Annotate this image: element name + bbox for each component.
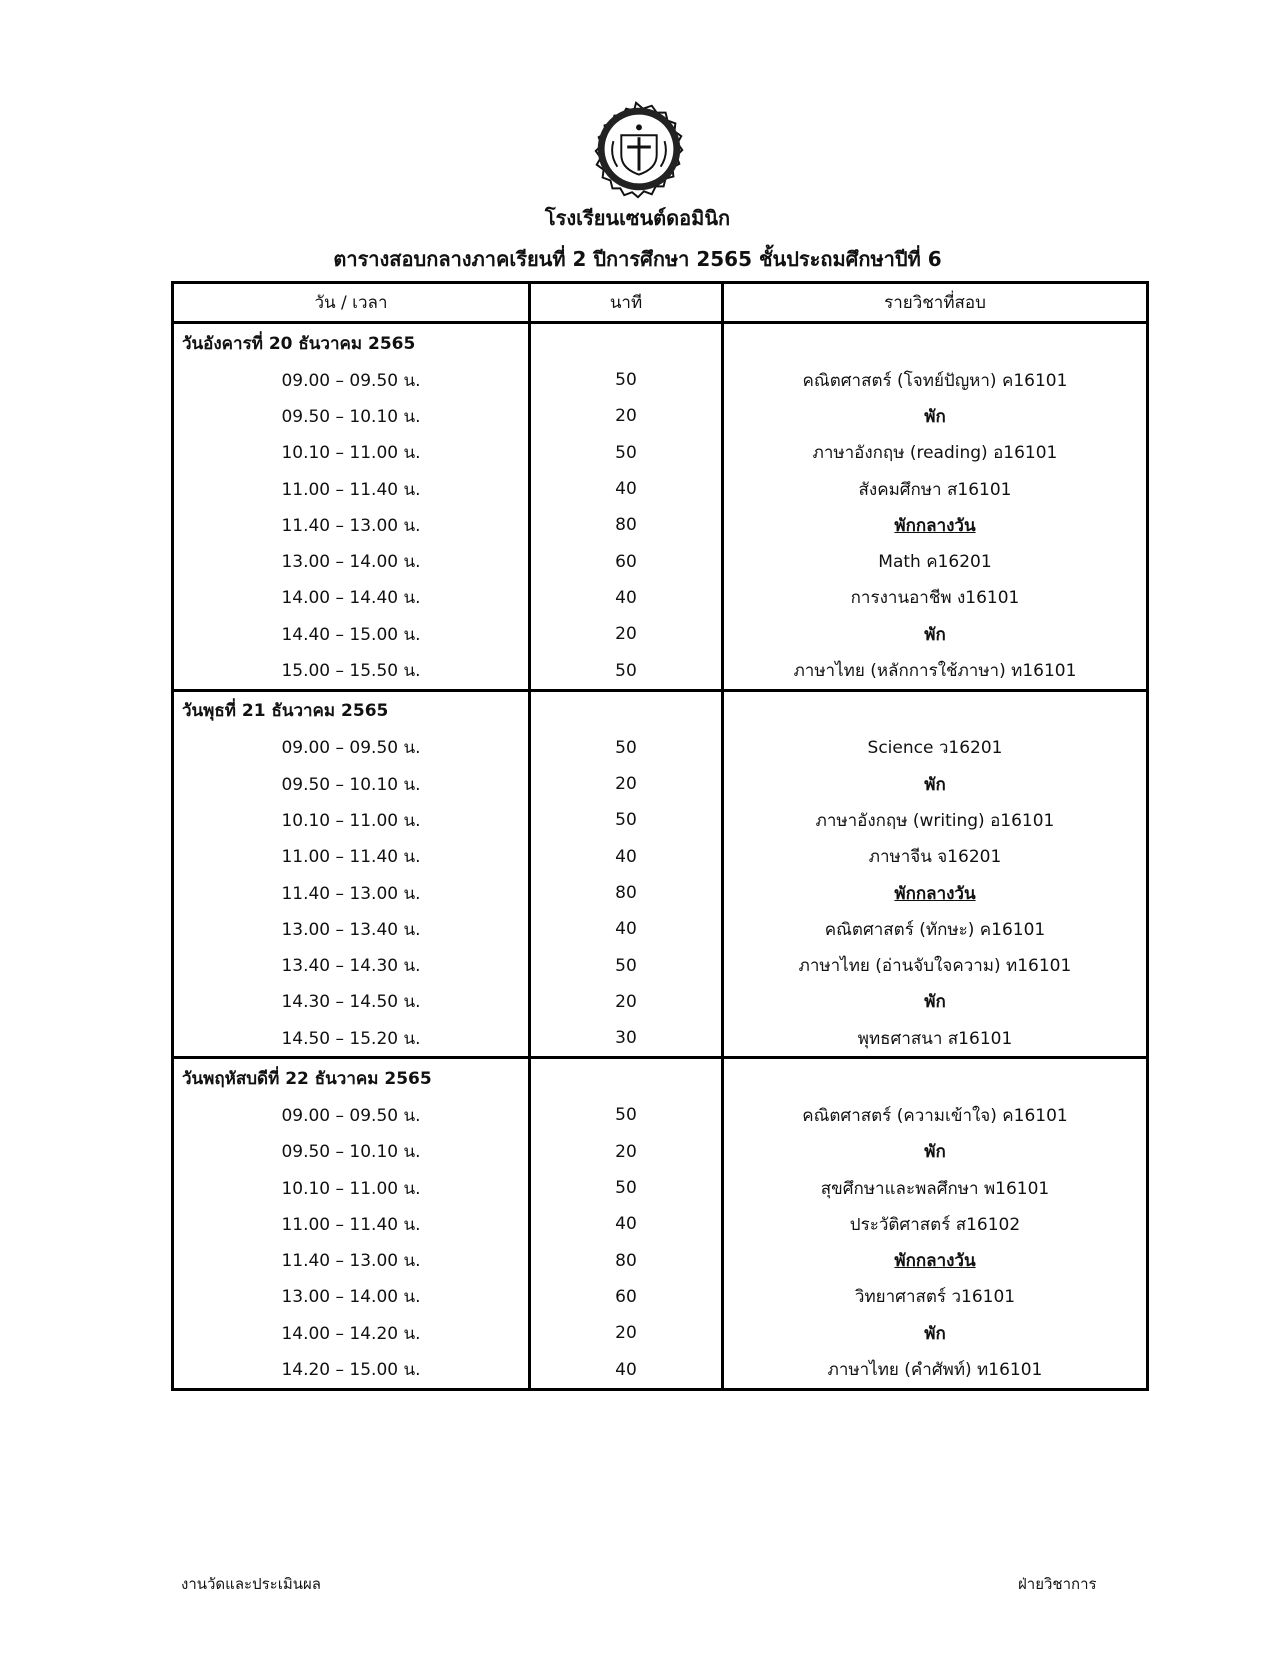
time-cell: 14.30 – 14.50 น. xyxy=(281,992,421,1013)
time-cell: 09.50 – 10.10 น. xyxy=(281,406,421,427)
subject-cell: พัก xyxy=(723,766,1148,802)
time-cell: 13.40 – 14.30 น. xyxy=(281,956,421,977)
table-body xyxy=(173,323,1148,1390)
subject-cell: ภาษาอังกฤษ (reading) อ16101 xyxy=(723,435,1148,471)
empty-cell xyxy=(723,690,1148,730)
table-row xyxy=(173,543,1148,579)
subject-cell: สังคมศึกษา ส16101 xyxy=(723,471,1148,507)
time-cell: 15.00 – 15.50 น. xyxy=(281,661,421,682)
table-row xyxy=(173,1134,1148,1170)
time-cell: 11.40 – 13.00 น. xyxy=(281,515,421,536)
minutes-cell: 20 xyxy=(530,766,723,802)
minutes-cell: 80 xyxy=(530,875,723,911)
minutes-cell: 50 xyxy=(530,1097,723,1133)
table-row xyxy=(173,839,1148,875)
subject-cell: คณิตศาสตร์ (ความเข้าใจ) ค16101 xyxy=(723,1097,1148,1133)
table-row xyxy=(173,766,1148,802)
subject-cell: ภาษาอังกฤษ (writing) อ16101 xyxy=(723,802,1148,838)
school-name: โรงเรียนเซนต์ดอมินิก xyxy=(544,206,731,230)
table-row xyxy=(173,1097,1148,1133)
subject-cell: ภาษาไทย (อ่านจับใจความ) ท16101 xyxy=(723,947,1148,983)
school-seal-logo xyxy=(580,90,698,208)
minutes-cell: 50 xyxy=(530,730,723,766)
header-time: วัน / เวลา xyxy=(173,283,530,323)
minutes-cell: 80 xyxy=(530,1243,723,1279)
subject-cell: พัก xyxy=(723,984,1148,1020)
minutes-cell: 80 xyxy=(530,507,723,543)
subject-cell: คณิตศาสตร์ (โจทย์ปัญหา) ค16101 xyxy=(723,362,1148,398)
time-cell: 11.00 – 11.40 น. xyxy=(281,847,421,868)
table-row xyxy=(173,1206,1148,1242)
table-row xyxy=(173,1315,1148,1351)
time-cell: 11.00 – 11.40 น. xyxy=(281,1214,421,1235)
time-cell: 09.50 – 10.10 น. xyxy=(281,1142,421,1163)
subject-cell: พักกลางวัน xyxy=(723,507,1148,543)
minutes-cell: 40 xyxy=(530,1351,723,1389)
time-cell: 14.40 – 15.00 น. xyxy=(281,624,421,645)
subject-cell: พุทธศาสนา ส16101 xyxy=(723,1020,1148,1058)
minutes-cell: 50 xyxy=(530,1170,723,1206)
table-row xyxy=(173,1020,1148,1058)
time-cell: 14.00 – 14.40 น. xyxy=(281,588,421,609)
minutes-cell: 40 xyxy=(530,1206,723,1242)
day-header-row xyxy=(173,690,1148,730)
table-row xyxy=(173,652,1148,690)
time-cell: 14.20 – 15.00 น. xyxy=(281,1360,421,1381)
minutes-cell: 20 xyxy=(530,616,723,652)
time-cell: 13.00 – 13.40 น. xyxy=(281,919,421,940)
table-row xyxy=(173,1243,1148,1279)
minutes-cell: 20 xyxy=(530,1315,723,1351)
day-label: วันพุธที่ 21 ธันวาคม 2565 xyxy=(173,690,530,730)
table-row xyxy=(173,947,1148,983)
time-cell: 11.40 – 13.00 น. xyxy=(281,1251,421,1272)
time-cell: 14.00 – 14.20 น. xyxy=(281,1323,421,1344)
time-cell: 09.50 – 10.10 น. xyxy=(281,774,421,795)
table-row xyxy=(173,435,1148,471)
day-label: วันพฤหัสบดีที่ 22 ธันวาคม 2565 xyxy=(173,1058,530,1098)
subject-cell: การงานอาชีพ ง16101 xyxy=(723,580,1148,616)
minutes-cell: 60 xyxy=(530,543,723,579)
empty-cell xyxy=(530,690,723,730)
time-cell: 13.00 – 14.00 น. xyxy=(281,1287,421,1308)
schedule-title: ตารางสอบกลางภาคเรียนที่ 2 ปีการศึกษา 2565 ชั้นประถมศึกษาปีที่ 6 xyxy=(333,247,942,271)
table-row xyxy=(173,507,1148,543)
subject-cell: วิทยาศาสตร์ ว16101 xyxy=(723,1279,1148,1315)
subject-cell: พัก xyxy=(723,1315,1148,1351)
subject-cell: พักกลางวัน xyxy=(723,875,1148,911)
empty-cell xyxy=(530,323,723,363)
subject-cell: ภาษาจีน จ16201 xyxy=(723,839,1148,875)
time-cell: 10.10 – 11.00 น. xyxy=(281,443,421,464)
time-cell: 10.10 – 11.00 น. xyxy=(281,810,421,831)
time-cell: 09.00 – 09.50 น. xyxy=(281,738,421,759)
footer-left: งานวัดและประเมินผล xyxy=(181,1575,321,1593)
day-header-row xyxy=(173,323,1148,363)
subject-cell: คณิตศาสตร์ (ทักษะ) ค16101 xyxy=(723,911,1148,947)
minutes-cell: 50 xyxy=(530,947,723,983)
minutes-cell: 50 xyxy=(530,362,723,398)
minutes-cell: 40 xyxy=(530,580,723,616)
time-cell: 11.00 – 11.40 น. xyxy=(281,479,421,500)
subject-cell: ประวัติศาสตร์ ส16102 xyxy=(723,1206,1148,1242)
minutes-cell: 60 xyxy=(530,1279,723,1315)
subject-cell: พัก xyxy=(723,616,1148,652)
footer-right: ฝ่ายวิชาการ xyxy=(1018,1575,1097,1593)
minutes-cell: 50 xyxy=(530,652,723,690)
table-row xyxy=(173,1351,1148,1389)
exam-schedule-table xyxy=(171,281,1149,1391)
subject-cell: พัก xyxy=(723,398,1148,434)
subject-cell: ภาษาไทย (คำศัพท์) ท16101 xyxy=(723,1351,1148,1389)
subject-cell: สุขศึกษาและพลศึกษา พ16101 xyxy=(723,1170,1148,1206)
minutes-cell: 30 xyxy=(530,1020,723,1058)
time-cell: 13.00 – 14.00 น. xyxy=(281,552,421,573)
day-label: วันอังคารที่ 20 ธันวาคม 2565 xyxy=(182,333,416,354)
subject-cell: Math ค16201 xyxy=(723,543,1148,579)
subject-cell: พักกลางวัน xyxy=(723,1243,1148,1279)
table-header-row xyxy=(173,283,1148,323)
minutes-cell: 40 xyxy=(530,839,723,875)
table-row xyxy=(173,802,1148,838)
header-minutes: นาที xyxy=(530,283,723,323)
table-row xyxy=(173,362,1148,398)
empty-cell xyxy=(530,1058,723,1098)
time-cell: 09.00 – 09.50 น. xyxy=(281,1105,421,1126)
table-row xyxy=(173,730,1148,766)
minutes-cell: 20 xyxy=(530,398,723,434)
header-subject: รายวิชาที่สอบ xyxy=(723,283,1148,323)
minutes-cell: 50 xyxy=(530,435,723,471)
time-cell: 10.10 – 11.00 น. xyxy=(281,1178,421,1199)
minutes-cell: 20 xyxy=(530,1134,723,1170)
time-cell: 11.40 – 13.00 น. xyxy=(281,883,421,904)
time-cell: 14.50 – 15.20 น. xyxy=(281,1028,421,1049)
table-row xyxy=(173,875,1148,911)
subject-cell: พัก xyxy=(723,1134,1148,1170)
time-cell: 09.00 – 09.50 น. xyxy=(281,370,421,391)
table-row xyxy=(173,616,1148,652)
subject-cell: ภาษาไทย (หลักการใช้ภาษา) ท16101 xyxy=(723,652,1148,690)
table-row xyxy=(173,911,1148,947)
table-row xyxy=(173,984,1148,1020)
table-row xyxy=(173,1279,1148,1315)
minutes-cell: 20 xyxy=(530,984,723,1020)
empty-cell xyxy=(723,323,1148,363)
empty-cell xyxy=(723,1058,1148,1098)
table-row xyxy=(173,471,1148,507)
minutes-cell: 40 xyxy=(530,911,723,947)
table-row xyxy=(173,398,1148,434)
table-row xyxy=(173,580,1148,616)
subject-cell: Science ว16201 xyxy=(723,730,1148,766)
day-header-row xyxy=(173,1058,1148,1098)
minutes-cell: 50 xyxy=(530,802,723,838)
table-row xyxy=(173,1170,1148,1206)
minutes-cell: 40 xyxy=(530,471,723,507)
